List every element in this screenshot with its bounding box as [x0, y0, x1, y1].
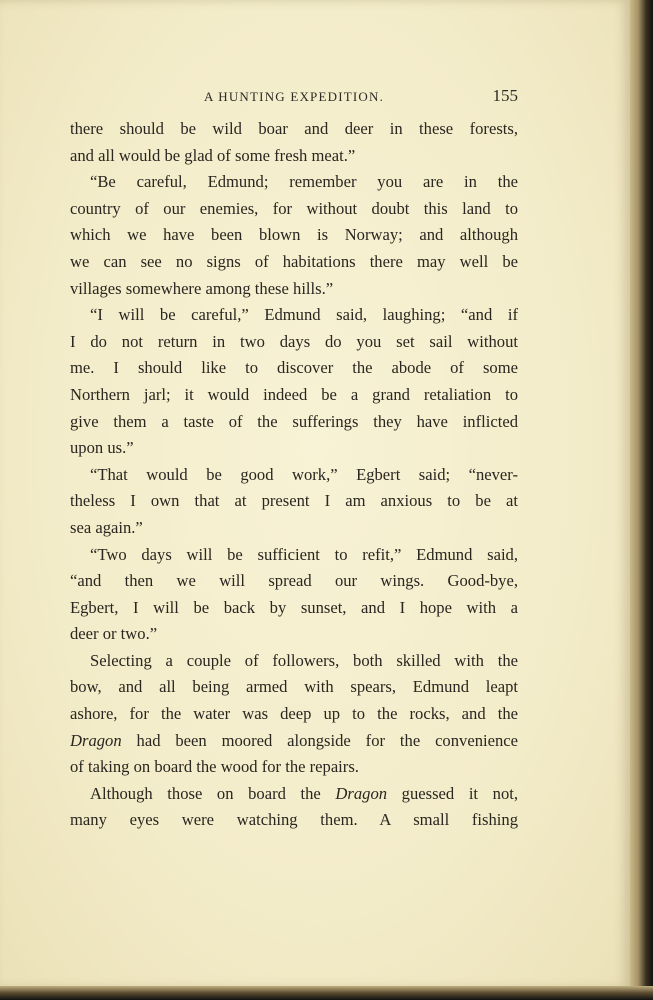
text-line — [70, 728, 518, 755]
ship-name-italic: Dragon — [335, 783, 388, 803]
text-line: Selecting a couple of followers, both skilled with the — [90, 650, 518, 670]
page-header — [70, 86, 518, 108]
text-line: give them a taste of the sufferings they have inflicted — [70, 411, 518, 431]
text-line — [70, 781, 518, 808]
text-line: which we have been blown is Norway; and although — [70, 225, 518, 245]
text-line: we can see no signs of habitations there may well be — [70, 251, 518, 271]
text-line: me. I should like to discover the abode of some — [70, 358, 518, 378]
text-line: deer or two.” — [70, 624, 158, 644]
text-segment: had been moored alongside for the convenience — [121, 730, 518, 750]
text-line: and all would be glad of some fresh meat.” — [70, 145, 356, 165]
text-line: “and then we will spread our wings. Good-bye, — [70, 571, 518, 591]
book-bottom-edge — [0, 986, 653, 1000]
text-line: ashore, for the water was deep up to the rocks, and the — [70, 704, 518, 724]
text-line: “That would be good work,” Egbert said; “never- — [90, 464, 518, 484]
text-line: Northern jarl; it would indeed be a grand retaliation to — [70, 384, 518, 404]
text-line: “I will be careful,” Edmund said, laughing; “and if — [90, 305, 518, 325]
running-title: A HUNTING EXPEDITION. — [203, 89, 385, 104]
text-line: there should be wild boar and deer in these forests, — [70, 119, 518, 138]
page-number: 155 — [492, 86, 518, 105]
text-line: Egbert, I will be back by sunset, and I hope with a — [70, 597, 518, 617]
body-text — [70, 116, 518, 834]
text-line: “Be careful, Edmund; remember you are in the — [90, 172, 518, 192]
text-line: bow, and all being armed with spears, Edmund leapt — [70, 677, 518, 697]
text-line: “Two days will be sufficient to refit,” Edmund said, — [90, 544, 518, 564]
text-line: many eyes were watching them. A small fishing — [70, 810, 518, 830]
text-segment: Although those on board the — [90, 783, 336, 803]
text-line: sea again.” — [70, 517, 143, 537]
text-line: theless I own that at present I am anxious to be at — [70, 491, 518, 511]
text-line: villages somewhere among these hills.” — [70, 278, 334, 298]
text-line: country of our enemies, for without doubt this land to — [70, 198, 518, 218]
text-line: I do not return in two days do you set sail without — [70, 331, 518, 351]
ship-name-italic: Dragon — [70, 730, 122, 750]
text-line: upon us.” — [70, 438, 134, 458]
text-segment: guessed it not, — [387, 783, 518, 803]
text-line: of taking on board the wood for the repairs. — [70, 757, 359, 777]
book-spine-edge — [630, 0, 653, 1000]
